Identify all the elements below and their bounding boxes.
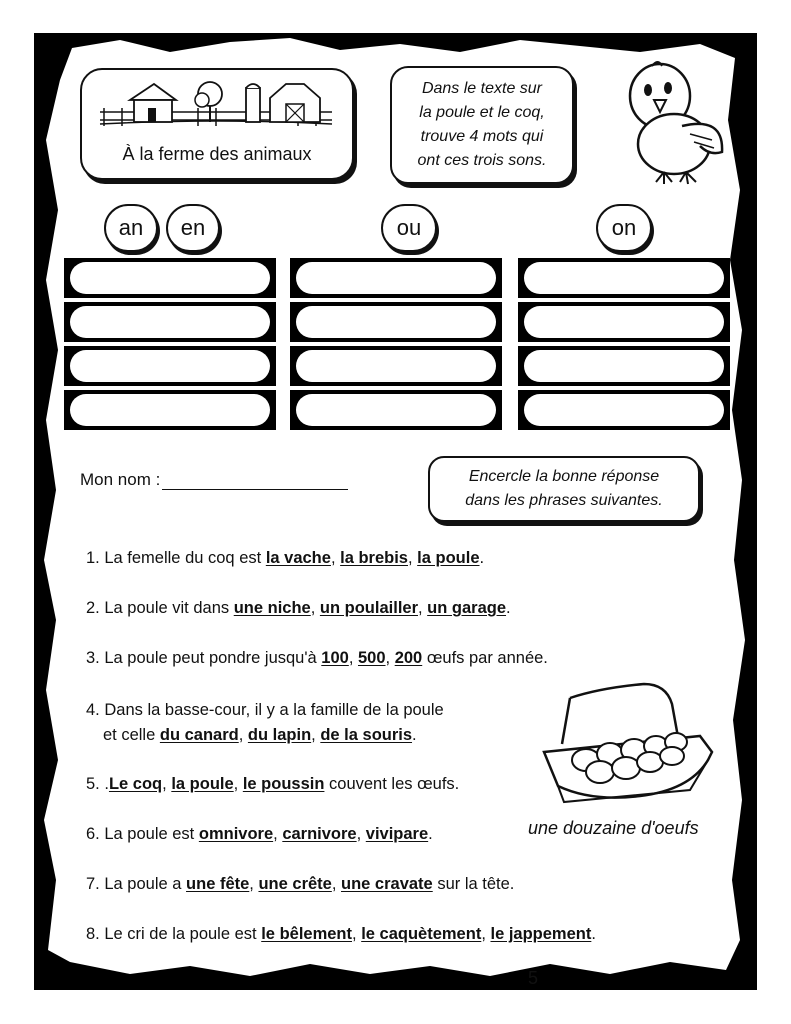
page-number: 5 (528, 968, 539, 988)
page-title: À la ferme des animaux (122, 144, 312, 164)
sound-label-en: en (166, 204, 220, 252)
question-number: 2. (86, 599, 100, 617)
answer-option[interactable]: omnivore (198, 825, 274, 843)
answer-option[interactable]: la vache (265, 549, 331, 567)
question-text: Dans la basse-cour, il y a la famille de la poule (104, 701, 444, 719)
question-4: 4. Dans la basse-cour, il y a la famille de la poule et celle du canard, du lapin, de la souris. (86, 701, 444, 744)
answer-option[interactable]: du canard (159, 726, 239, 744)
answer-column-an-en (64, 258, 276, 434)
answer-option[interactable]: un poulailler (319, 599, 418, 617)
answer-option[interactable]: le caquètement (361, 925, 482, 943)
find-words-instruction (390, 66, 574, 184)
instruction-line: ont ces trois sons. (417, 152, 547, 169)
question-text: . (479, 549, 485, 567)
answer-option[interactable]: Le coq (108, 775, 163, 793)
instruction-line: Dans le texte sur (421, 80, 543, 97)
answer-slot[interactable] (64, 302, 276, 342)
answer-column-ou (290, 258, 502, 434)
question-5: 5. .Le coq, la poule, le poussin couvent les œufs. (86, 775, 460, 793)
question-text: . (412, 726, 417, 744)
answer-option[interactable]: 100 (321, 649, 349, 667)
answer-option[interactable]: carnivore (282, 825, 357, 843)
circle-answer-instruction (428, 456, 700, 522)
answer-slot[interactable] (518, 390, 730, 430)
question-text: . (104, 775, 109, 793)
instruction-line: dans les phrases suivantes. (465, 492, 663, 509)
answer-option[interactable]: le poussin (242, 775, 325, 793)
question-number: 4. (86, 701, 100, 719)
answer-option[interactable]: la poule (417, 549, 480, 567)
question-6: 6. La poule est omnivore, carnivore, vivipare. (86, 825, 433, 843)
answer-option[interactable]: vivipare (365, 825, 429, 843)
question-number: 8. (86, 925, 100, 943)
question-number: 7. (86, 875, 100, 893)
question-number: 3. (86, 649, 100, 667)
answer-option[interactable]: une niche (233, 599, 311, 617)
question-text: Le cri de la poule est (104, 925, 257, 943)
question-text: La poule a (104, 875, 182, 893)
answer-option[interactable]: une fête (186, 875, 250, 893)
question-text: . (428, 825, 433, 843)
question-text: . (591, 925, 596, 943)
sound-label-an: an (104, 204, 158, 252)
answer-option[interactable]: de la souris (320, 726, 413, 744)
answer-option[interactable]: le bêlement (261, 925, 353, 943)
answer-slot[interactable] (64, 390, 276, 430)
question-2: 2. La poule vit dans une niche, un poulailler, un garage. (86, 599, 511, 617)
question-3: 3. La poule peut pondre jusqu'à 100, 500, 200 œufs par année. (86, 649, 548, 667)
instruction-line: la poule et le coq, (419, 104, 545, 121)
chick-illustration (612, 56, 732, 186)
instruction-line: Encercle la bonne réponse (468, 468, 660, 485)
answer-slot[interactable] (64, 258, 276, 298)
answer-slot[interactable] (64, 346, 276, 386)
answer-slot[interactable] (290, 302, 502, 342)
question-text: La femelle du coq est (104, 549, 262, 567)
question-7: 7. La poule a une fête, une crête, une cravate sur la tête. (86, 875, 515, 893)
sound-label-ou: ou (381, 204, 437, 252)
answer-option[interactable]: du lapin (247, 726, 312, 744)
answer-slot[interactable] (290, 390, 502, 430)
sound-label-on: on (596, 204, 652, 252)
egg-carton-caption: une douzaine d'oeufs (528, 818, 699, 838)
question-text: et celle (103, 726, 156, 744)
answer-option[interactable]: un garage (427, 599, 507, 617)
question-text: . (506, 599, 511, 617)
question-number: 6. (86, 825, 100, 843)
name-blank[interactable] (162, 471, 348, 490)
name-label: Mon nom : (80, 470, 161, 489)
question-text: La poule est (104, 825, 195, 843)
answer-column-on (518, 258, 730, 434)
answer-option[interactable]: la brebis (340, 549, 408, 567)
answer-option[interactable]: 200 (394, 649, 423, 667)
question-8: 8. Le cri de la poule est le bêlement, le caquètement, le jappement. (86, 925, 596, 943)
instruction-line: trouve 4 mots qui (420, 128, 544, 145)
question-text: sur la tête. (437, 875, 515, 893)
answer-slot[interactable] (290, 346, 502, 386)
answer-slot[interactable] (518, 346, 730, 386)
answer-option[interactable]: le jappement (490, 925, 592, 943)
answer-option[interactable]: une cravate (341, 875, 433, 893)
answer-slot[interactable] (518, 302, 730, 342)
answer-option[interactable]: une crête (258, 875, 332, 893)
answer-option[interactable]: la poule (171, 775, 234, 793)
answer-slot[interactable] (290, 258, 502, 298)
question-text: œufs par année. (426, 649, 548, 667)
answer-option[interactable]: 500 (357, 649, 386, 667)
question-number: 5. (86, 775, 100, 793)
title-box (80, 68, 354, 180)
question-text: La poule vit dans (104, 599, 230, 617)
question-1: 1. La femelle du coq est la vache, la brebis, la poule. (86, 549, 485, 567)
question-text: couvent les œufs. (329, 775, 460, 793)
name-field (80, 470, 348, 490)
answer-slot[interactable] (518, 258, 730, 298)
question-text: La poule peut pondre jusqu'à (104, 649, 317, 667)
egg-carton-illustration (540, 682, 716, 808)
question-number: 1. (86, 549, 100, 567)
farm-illustration (98, 78, 334, 142)
